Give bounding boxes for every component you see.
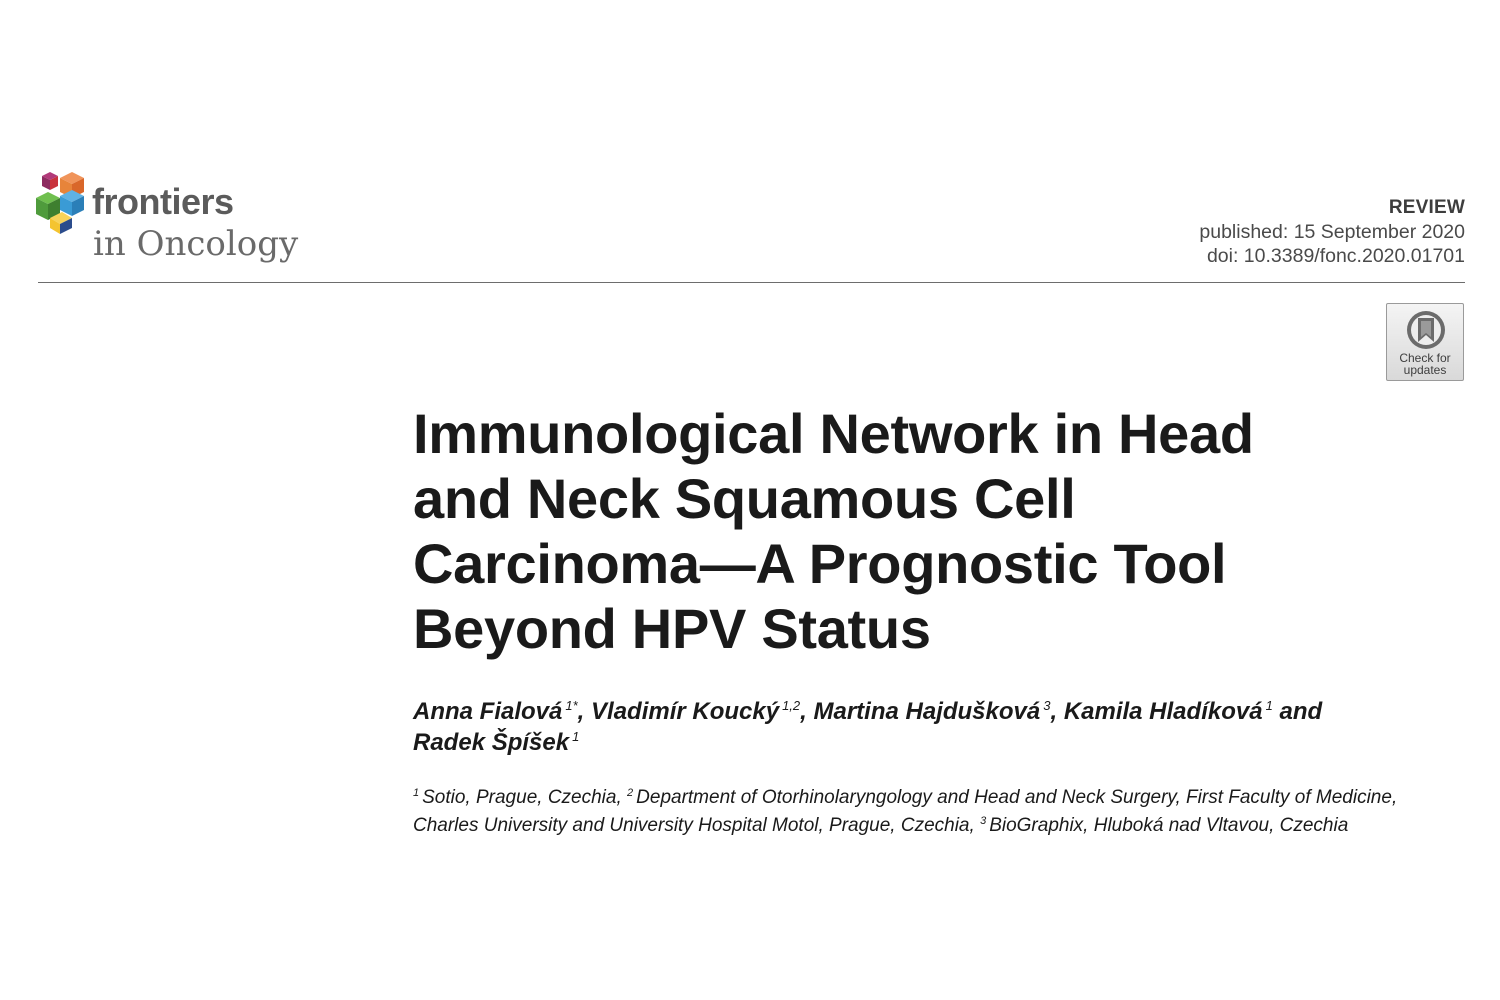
article-type: REVIEW bbox=[1388, 197, 1465, 218]
author-name[interactable]: Vladimír Koucký bbox=[591, 698, 780, 725]
author-name[interactable]: Kamila Hladíková bbox=[1063, 698, 1263, 725]
author-list bbox=[413, 696, 1413, 758]
journal-name-line2: in Oncology bbox=[93, 224, 299, 264]
doi-link[interactable]: doi: 10.3389/fonc.2020.01701 bbox=[1206, 245, 1465, 267]
affiliation-sup: 3 bbox=[980, 815, 987, 827]
affiliation-text: BioGraphix, Hluboká nad Vltavou, Czechia bbox=[989, 815, 1349, 836]
author-affiliation-sup: 1 bbox=[1265, 698, 1273, 713]
author-row bbox=[413, 696, 1413, 727]
author-row bbox=[413, 727, 1413, 758]
author-affiliation-sup: 1,2 bbox=[782, 698, 801, 713]
affiliations bbox=[413, 784, 1423, 840]
published-date: published: 15 September 2020 bbox=[1199, 221, 1465, 243]
title-line: Carcinoma—A Prognostic Tool bbox=[413, 532, 1227, 595]
author-name[interactable]: Anna Fialová bbox=[413, 698, 563, 725]
author-separator: , bbox=[800, 698, 814, 725]
check-for-updates-button[interactable] bbox=[1386, 303, 1464, 381]
title-line: and Neck Squamous Cell bbox=[413, 467, 1076, 530]
affiliation-row bbox=[413, 784, 1423, 812]
journal-name-line1: frontiers bbox=[92, 181, 234, 222]
header-divider bbox=[38, 282, 1465, 283]
author-affiliation-sup: 1* bbox=[565, 698, 578, 713]
title-line: Beyond HPV Status bbox=[413, 597, 931, 660]
journal-logo[interactable] bbox=[36, 170, 336, 270]
affiliation-text: Charles University and University Hospital Motol, Prague, Czechia, bbox=[413, 815, 975, 836]
article-meta bbox=[1199, 196, 1465, 268]
check-for-updates-label bbox=[1387, 352, 1463, 376]
affiliation-text: Sotio, Prague, Czechia, bbox=[422, 787, 622, 808]
author-affiliation-sup: 3 bbox=[1043, 698, 1051, 713]
check-for-updates-line2: updates bbox=[1403, 363, 1447, 377]
author-name[interactable]: Radek Špíšek bbox=[413, 729, 570, 756]
title-line: Immunological Network in Head bbox=[413, 402, 1254, 465]
affiliation-text: Department of Otorhinolaryngology and Head and Neck Surgery, First Faculty of Medicine, bbox=[636, 787, 1398, 808]
frontiers-cubes-icon bbox=[36, 172, 90, 234]
author-name[interactable]: Martina Hajdušková bbox=[813, 698, 1041, 725]
affiliation-sup: 2 bbox=[627, 787, 634, 799]
article-title bbox=[413, 401, 1413, 661]
author-affiliation-sup: 1 bbox=[572, 729, 580, 744]
affiliation-row bbox=[413, 812, 1423, 840]
check-for-updates-line1: Check for bbox=[1399, 351, 1451, 365]
author-separator: , bbox=[577, 698, 592, 725]
bookmark-circle-icon bbox=[1405, 309, 1447, 351]
author-separator: , bbox=[1050, 698, 1064, 725]
affiliation-sup: 1 bbox=[413, 787, 420, 799]
author-separator: and bbox=[1272, 698, 1323, 725]
